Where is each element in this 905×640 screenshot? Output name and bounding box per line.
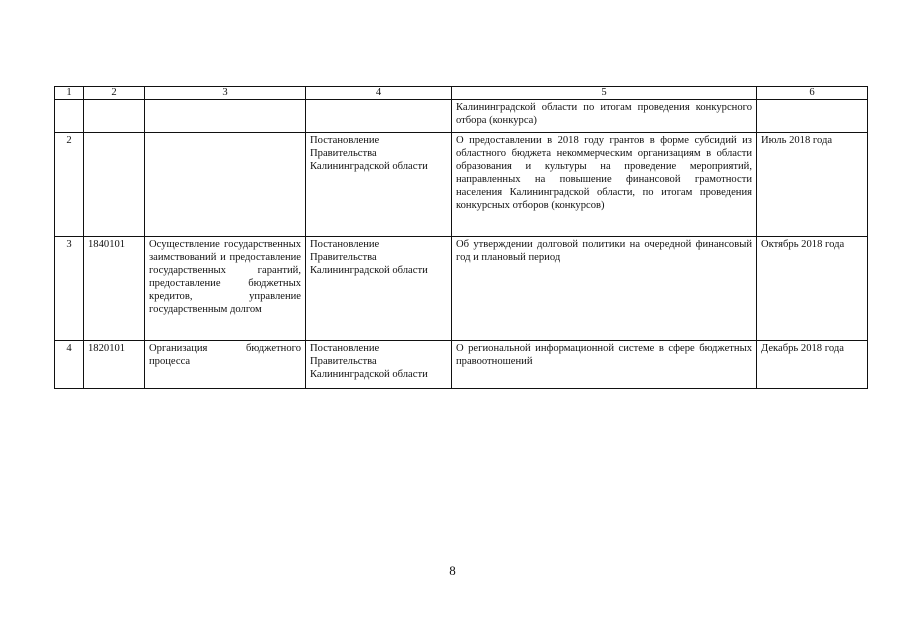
row-doc-type: Постановление Правительства Калининградской области — [306, 341, 452, 389]
row-number: 4 — [55, 341, 84, 389]
table-row — [55, 133, 868, 237]
table-row — [55, 100, 868, 133]
table-row — [55, 237, 868, 341]
row-title: Об утверждении долговой политики на очередной финансовый год и плановый период — [452, 237, 757, 341]
row-number: 2 — [55, 133, 84, 237]
row-doc-type: Постановление Правительства Калининградской области — [306, 133, 452, 237]
plan-table — [54, 86, 868, 389]
row-code: 1820101 — [84, 341, 145, 389]
row-code — [84, 100, 145, 133]
row-deadline: Октябрь 2018 года — [757, 237, 868, 341]
row-deadline: Декабрь 2018 года — [757, 341, 868, 389]
col-header: 4 — [306, 87, 452, 100]
row-deadline — [757, 100, 868, 133]
col-header: 2 — [84, 87, 145, 100]
row-code — [84, 133, 145, 237]
row-code: 1840101 — [84, 237, 145, 341]
row-number: 3 — [55, 237, 84, 341]
row-activity — [145, 100, 306, 133]
table-header-row — [55, 87, 868, 100]
row-title: О предоставлении в 2018 году грантов в форме субсидий из областного бюджета некоммерческим организациям в области образования и культуры на проведение мероприятий, направленных на повышение финансовой грамотности населения Калининградской области, по итогам проведения конкурсных отборов (конкурсов) — [452, 133, 757, 237]
col-header: 1 — [55, 87, 84, 100]
col-header: 5 — [452, 87, 757, 100]
row-deadline: Июль 2018 года — [757, 133, 868, 237]
row-title: О региональной информационной системе в сфере бюджетных правоотношений — [452, 341, 757, 389]
page-number: 8 — [449, 563, 456, 578]
row-doc-type: Постановление Правительства Калининградской области — [306, 237, 452, 341]
row-activity: Осуществление государственных заимствований и предоставление государственных гарантий, предоставление бюджетных кредитов, управление государственным долгом — [145, 237, 306, 341]
row-activity — [145, 133, 306, 237]
table-row — [55, 341, 868, 389]
col-header: 3 — [145, 87, 306, 100]
col-header: 6 — [757, 87, 868, 100]
row-number — [55, 100, 84, 133]
row-activity: Организация бюджетного процесса — [145, 341, 306, 389]
row-doc-type — [306, 100, 452, 133]
row-title: Калининградской области по итогам проведения конкурсного отбора (конкурса) — [452, 100, 757, 133]
